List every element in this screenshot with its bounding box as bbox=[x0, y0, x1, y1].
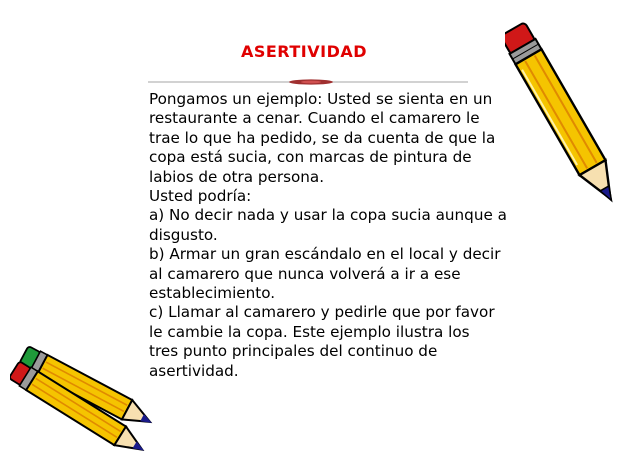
pencil-icon bbox=[505, 5, 625, 235]
text-line: copa está sucia, con marcas de pintura de bbox=[149, 148, 472, 167]
text-line: labios de otra persona. bbox=[149, 167, 325, 186]
text-line: al camarero que nunca volverá a ir a ese bbox=[149, 264, 461, 283]
page-title: ASERTIVIDAD bbox=[240, 42, 368, 61]
text-line: Usted podría: bbox=[149, 187, 252, 206]
text-line: establecimiento. bbox=[149, 284, 276, 303]
text-line: trae lo que ha pedido, se da cuenta de que la bbox=[149, 128, 496, 147]
text-line: asertividad. bbox=[149, 361, 239, 380]
text-line: disgusto. bbox=[149, 225, 218, 244]
decorative-rule-icon bbox=[148, 72, 468, 90]
text-line: a) No decir nada y usar la copa sucia aunque a bbox=[149, 206, 507, 225]
text-line: b) Armar un gran escándalo en el local y decir bbox=[149, 245, 501, 264]
text-line: restaurante a cenar. Cuando el camarero le bbox=[149, 109, 480, 128]
body-paragraph bbox=[149, 90, 549, 381]
text-line: c) Llamar al camarero y pedirle que por favor bbox=[149, 303, 495, 322]
crossed-pencils-icon bbox=[10, 340, 170, 451]
text-line: tres punto principales del continuo de bbox=[149, 342, 438, 361]
text-line: Pongamos un ejemplo: Usted se sienta en un bbox=[149, 90, 493, 108]
text-line: le cambie la copa. Este ejemplo ilustra los bbox=[149, 322, 470, 341]
